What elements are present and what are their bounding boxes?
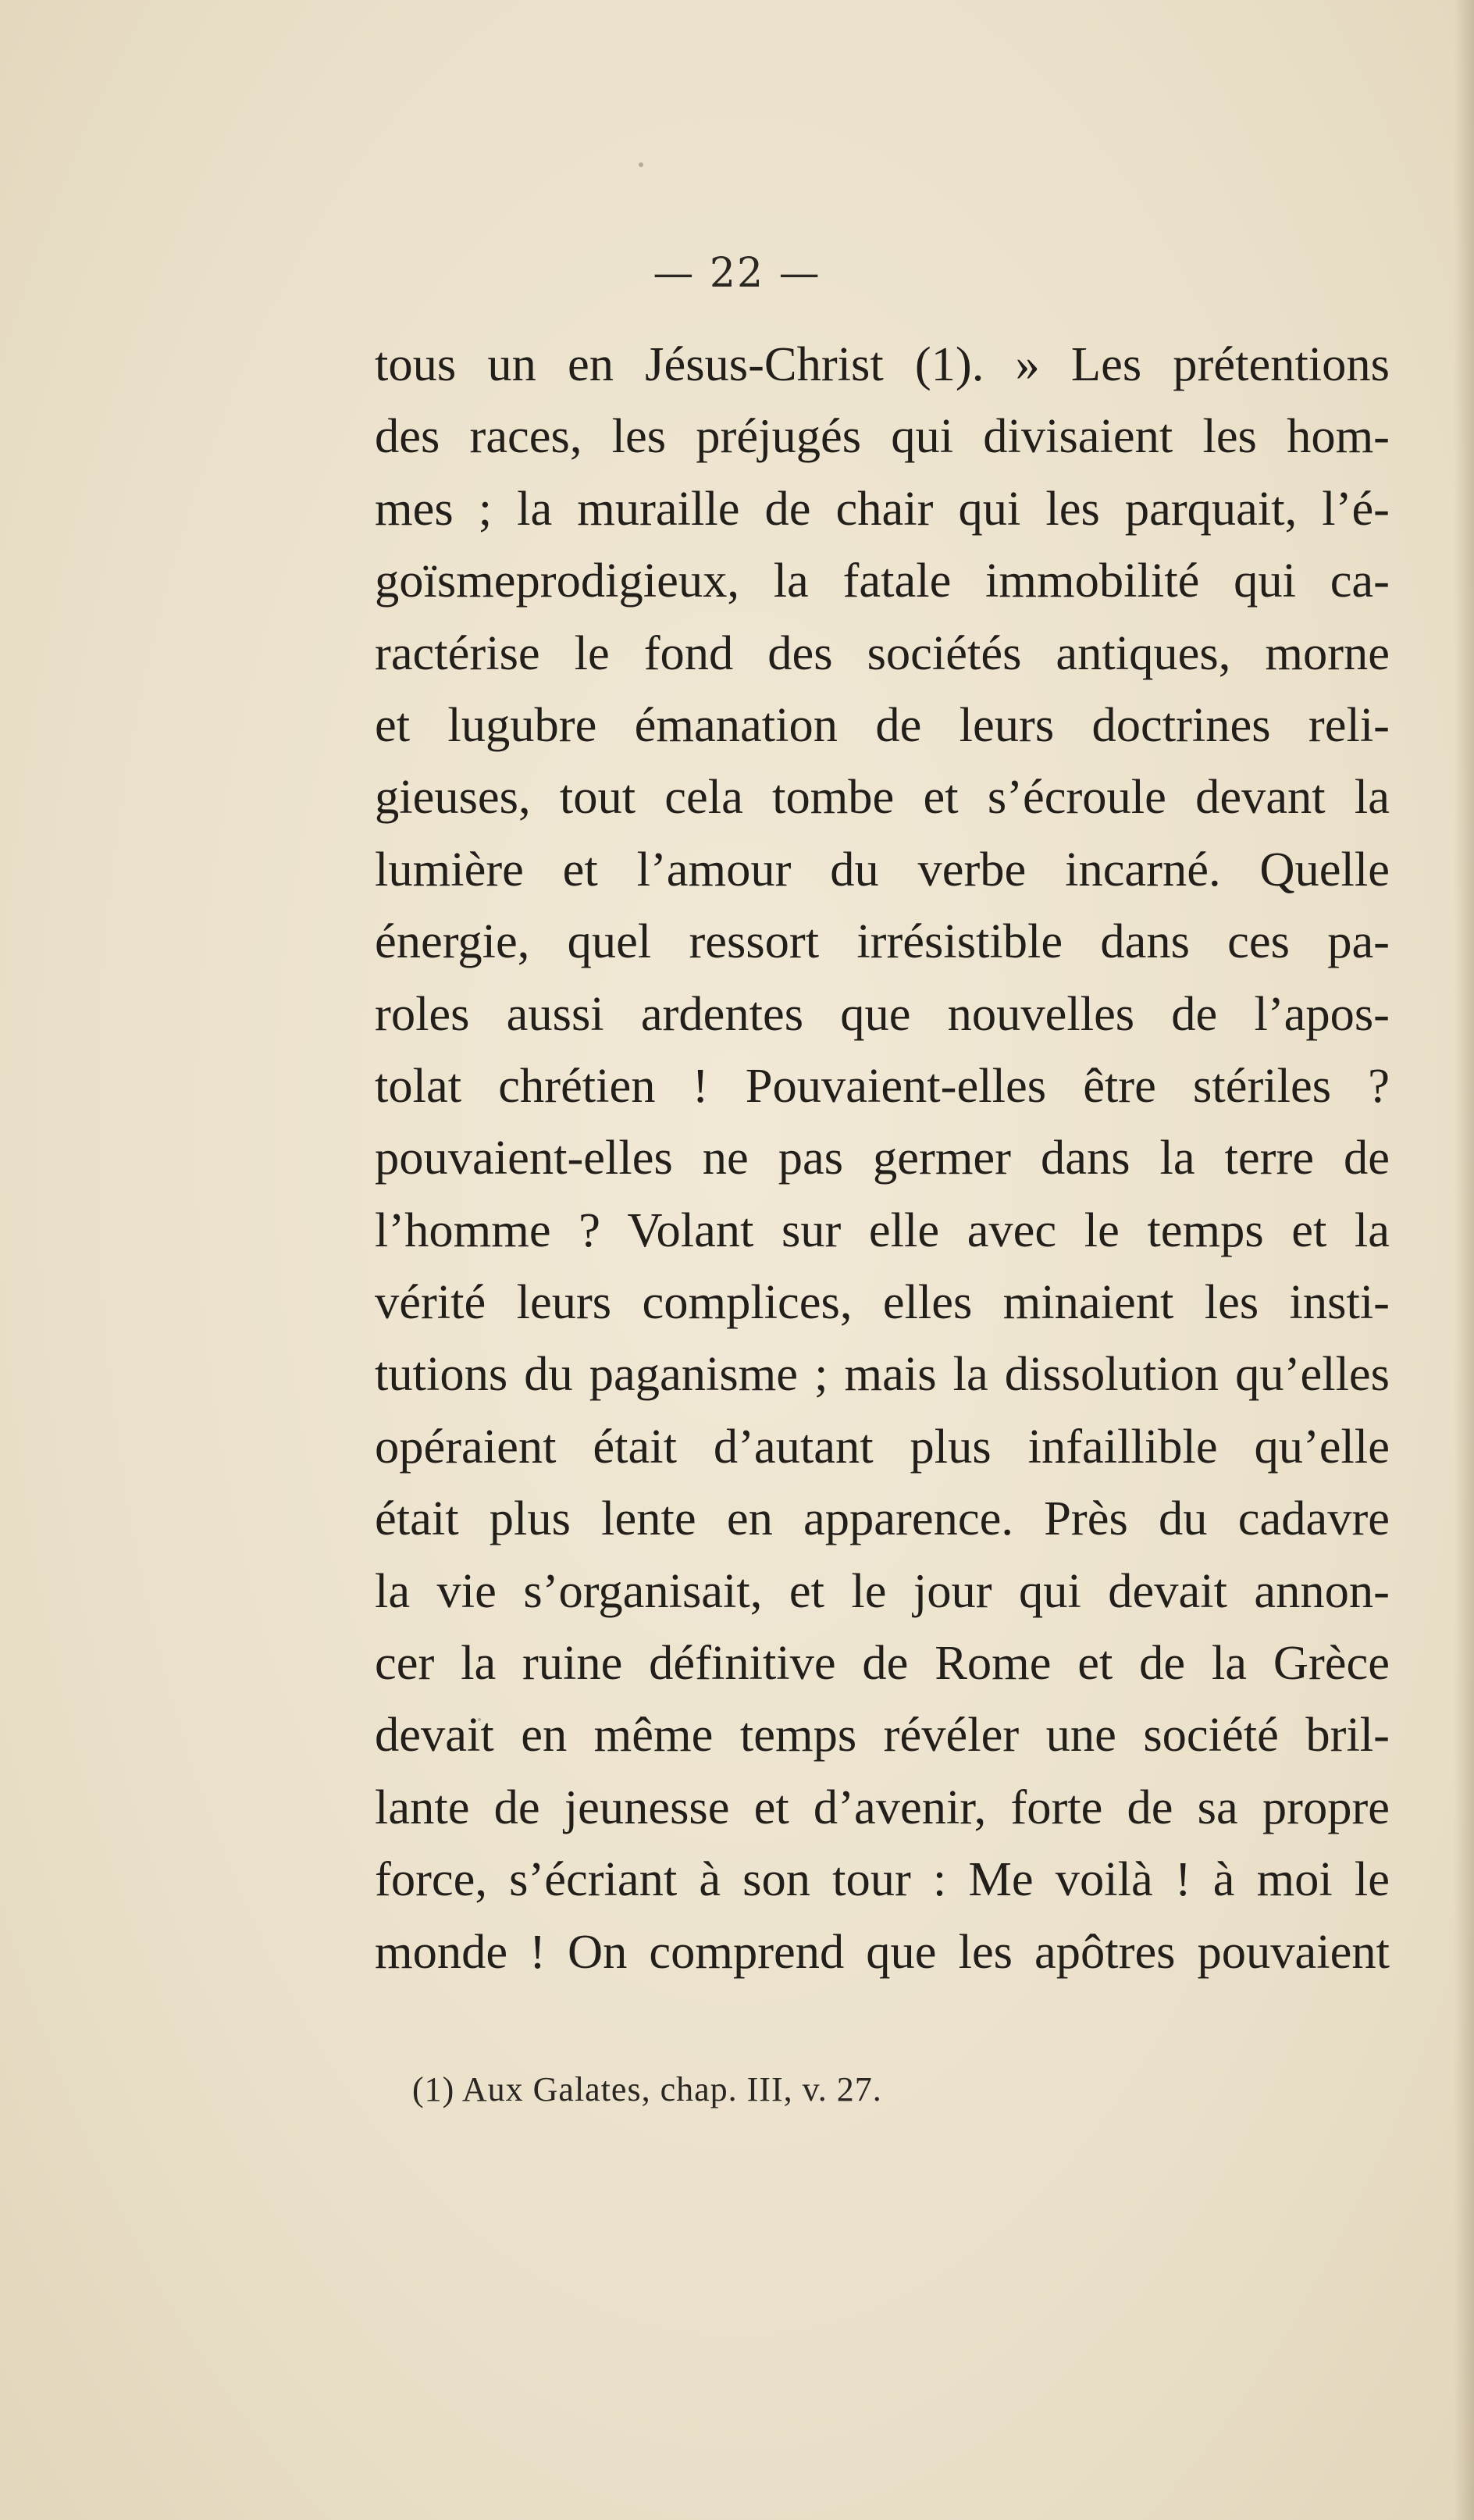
paper-speck [639,162,643,167]
text-line: mes ; la muraille de chair qui les parquait, l’é- [375,480,1390,536]
text-line: ractérise le fond des sociétés antiques, morne [375,625,1390,680]
text-line: et lugubre émanation de leurs doctrines reli- [375,697,1390,752]
text-line: l’homme ? Volant sur elle avec le temps et la [375,1202,1390,1257]
page-number-header: — 22 — [653,250,821,297]
text-line: goïsmeprodigieux, la fatale immobilité qui ca- [375,553,1390,608]
text-line: était plus lente en apparence. Près du cadavre [375,1491,1390,1546]
text-line: force, s’écriant à son tour : Me voilà ! à moi le [375,1852,1390,1907]
text-line: la vie s’organisait, et le jour qui devait annon- [375,1563,1390,1618]
text-line: cer la ruine définitive de Rome et de la Grèce [375,1635,1390,1691]
text-line: monde ! On comprend que les apôtres pouvaient [375,1923,1390,1979]
text-line: énergie, quel ressort irrésistible dans ces pa- [375,914,1390,969]
text-line: lumière et l’amour du verbe incarné. Quelle [375,841,1390,896]
text-line: opéraient était d’autant plus infaillible qu’elle [375,1418,1390,1474]
text-line: gieuses, tout cela tombe et s’écroule devant la [375,769,1390,825]
text-line: tutions du paganisme ; mais la dissolution qu’elles [375,1346,1390,1402]
body-text [375,328,1390,1987]
text-line: des races, les préjugés qui divisaient les hom- [375,408,1390,464]
text-line: roles aussi ardentes que nouvelles de l’apos- [375,986,1390,1041]
text-line: tolat chrétien ! Pouvaient-elles être stériles ? [375,1057,1390,1113]
text-line: pouvaient-elles ne pas germer dans la terre de [375,1130,1390,1185]
text-line: lante de jeunesse et d’avenir, forte de sa propre [375,1779,1390,1834]
text-line: devait en même temps révéler une société bril- [375,1707,1390,1763]
footnote: (1) Aux Galates, chap. III, v. 27. [412,2070,882,2108]
text-line: vérité leurs complices, elles minaient les insti- [375,1274,1390,1330]
text-line: tous un en Jésus-Christ (1). » Les prétentions [375,337,1390,391]
page-edge-shadow [1454,0,1474,2520]
